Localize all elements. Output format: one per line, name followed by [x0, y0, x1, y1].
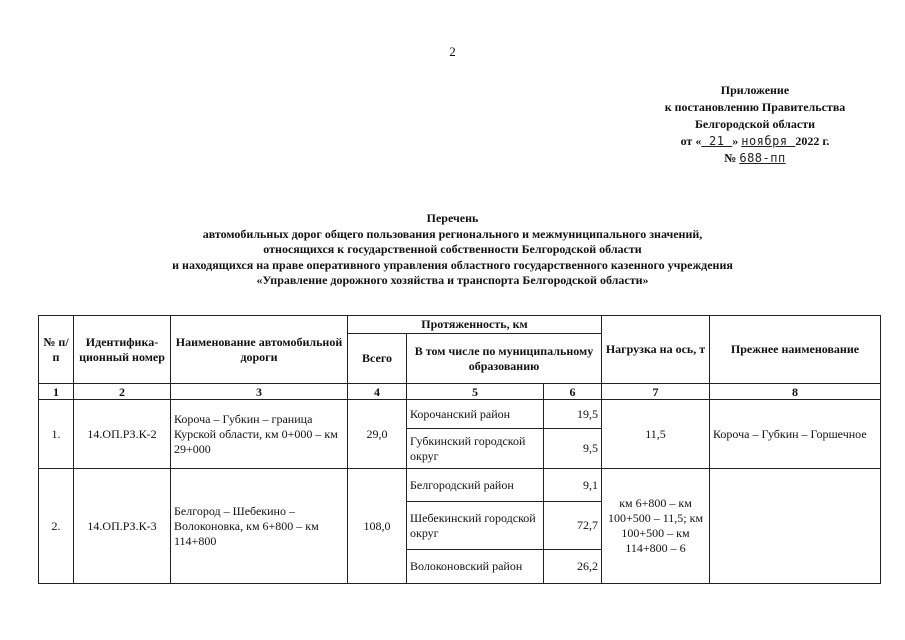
appendix-decree: к постановлению Правительства	[664, 100, 846, 114]
row-total-km: 108,0	[348, 469, 407, 584]
row-total-km: 29,0	[348, 400, 407, 469]
date-month: ноября	[741, 134, 796, 148]
district-name: Волоконовский район	[407, 550, 544, 584]
number-value: 688-пп	[739, 151, 786, 165]
page-number: 2	[449, 44, 456, 59]
row-axle-load: 11,5	[602, 400, 710, 469]
row-axle-load: км 6+800 – км 100+500 – 11,5; км 100+500 – км 114+800 – 6	[602, 469, 710, 584]
header-load: Нагрузка на ось, т	[602, 316, 710, 384]
roads-table	[38, 315, 881, 584]
appendix-date	[620, 133, 890, 150]
row-num: 1.	[39, 400, 74, 469]
title-line-2: автомобильных дорог общего пользования регионального и межмуниципального значений,	[202, 226, 703, 241]
header-total: Всего	[348, 334, 407, 384]
date-day: 21	[701, 134, 733, 148]
district-km: 26,2	[544, 550, 602, 584]
col-number: 5	[407, 384, 544, 400]
appendix-region: Белгородской области	[694, 117, 816, 131]
header-prev: Прежнее наименование	[710, 316, 881, 384]
row-previous-name: Короча – Губкин – Горшечное	[710, 400, 881, 469]
table-row	[39, 400, 881, 429]
row-previous-name	[710, 469, 881, 584]
col-number: 8	[710, 384, 881, 400]
appendix-block	[620, 82, 890, 167]
column-number-row	[39, 384, 881, 400]
header-id: Идентифика-ционный номер	[74, 316, 171, 384]
col-number: 1	[39, 384, 74, 400]
district-name: Корочанский район	[407, 400, 544, 429]
col-number: 4	[348, 384, 407, 400]
number-prefix: №	[724, 151, 740, 165]
district-km: 9,1	[544, 469, 602, 502]
date-prefix: от «	[680, 134, 702, 148]
header-including: В том числе по муниципальному образованию	[407, 334, 602, 384]
col-number: 3	[171, 384, 348, 400]
header-num: № п/п	[39, 316, 74, 384]
title-line-5: «Управление дорожного хозяйства и транспорта Белгородской области»	[256, 273, 649, 288]
title-line-3: относящихся к государственной собственности Белгородской области	[263, 242, 642, 257]
appendix-title: Приложение	[720, 83, 790, 97]
district-name: Белгородский район	[407, 469, 544, 502]
row-id: 14.ОП.РЗ.К-3	[74, 469, 171, 584]
district-km: 19,5	[544, 400, 602, 429]
district-name: Шебекинский городской округ	[407, 502, 544, 550]
district-km: 72,7	[544, 502, 602, 550]
col-number: 2	[74, 384, 171, 400]
header-name: Наименование автомобильной дороги	[171, 316, 348, 384]
row-id: 14.ОП.РЗ.К-2	[74, 400, 171, 469]
header-length: Протяженность, км	[348, 316, 602, 334]
table-row	[39, 469, 881, 502]
col-number: 7	[602, 384, 710, 400]
document-title	[0, 211, 905, 289]
col-number: 6	[544, 384, 602, 400]
district-name: Губкинский городской округ	[407, 429, 544, 469]
date-suffix: 2022 г.	[795, 134, 830, 148]
title-line-4: и находящихся на праве оперативного управления областного государственного казенного учреждения	[172, 257, 733, 272]
row-num: 2.	[39, 469, 74, 584]
date-mid: »	[732, 134, 742, 148]
title-line-1: Перечень	[426, 211, 479, 225]
appendix-number	[620, 150, 890, 167]
district-km: 9,5	[544, 429, 602, 469]
row-road-name: Короча – Губкин – граница Курской области, км 0+000 – км 29+000	[171, 400, 348, 469]
row-road-name: Белгород – Шебекино – Волоконовка, км 6+800 – км 114+800	[171, 469, 348, 584]
